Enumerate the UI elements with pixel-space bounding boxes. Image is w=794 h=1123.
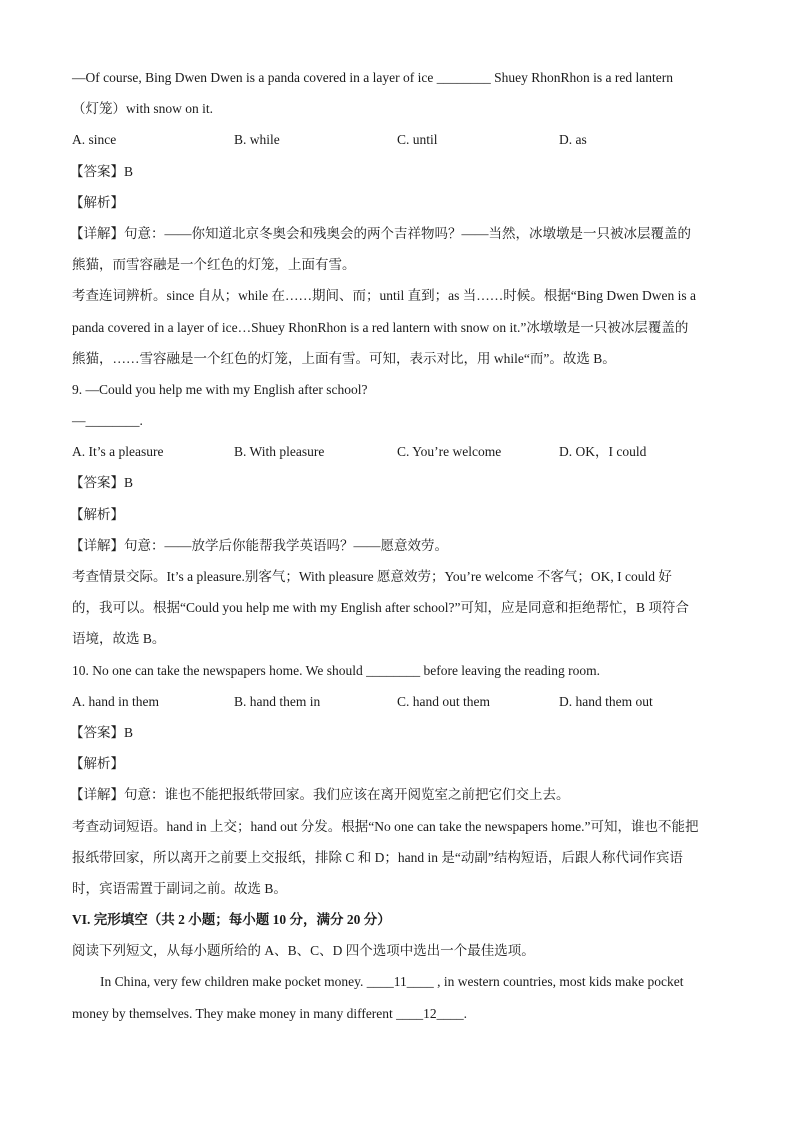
analysis-label: 【解析】 bbox=[70, 506, 124, 522]
detail-line: panda covered in a layer of ice…Shuey RhonRhon is a red lantern with snow on it.”冰墩墩是一只被冰层覆盖的 bbox=[72, 319, 689, 335]
option-c: C. hand out them bbox=[397, 693, 490, 709]
option-b: B. hand them in bbox=[234, 693, 321, 709]
detail-line: 语境，故选 B。 bbox=[72, 631, 166, 647]
detail-line: 熊猫，……雪容融是一个红色的灯笼，上面有雪。可知，表示对比，用 while“而”。故选 B。 bbox=[72, 350, 616, 366]
detail-line: 报纸带回家，所以离开之前要上交报纸，排除 C 和 D；hand in 是“动副”结构短语，后跟人称代词作宾语 bbox=[72, 849, 683, 865]
detail-line: 熊猫，而雪容融是一个红色的灯笼，上面有雪。 bbox=[72, 257, 356, 273]
option-b: B. With pleasure bbox=[234, 444, 325, 460]
question-8-stem-cont: （灯笼）with snow on it. bbox=[72, 101, 214, 117]
option-a: A. It’s a pleasure bbox=[72, 444, 164, 460]
section-heading: VI. 完形填空（共 2 小题；每小题 10 分，满分 20 分） bbox=[72, 912, 391, 928]
detail-line: 【详解】句意：——你知道北京冬奥会和残奥会的两个吉祥物吗？——当然，冰墩墩是一只被冰层覆盖的 bbox=[70, 225, 691, 241]
question-8-options bbox=[72, 124, 722, 155]
answer-label: 【答案】B bbox=[70, 475, 134, 491]
option-d: D. OK，I could bbox=[559, 444, 647, 460]
question-10-stem: 10. No one can take the newspapers home. We should ________ before leaving the reading room. bbox=[72, 662, 601, 678]
detail-line: 【详解】句意：谁也不能把报纸带回家。我们应该在离开阅览室之前把它们交上去。 bbox=[70, 787, 570, 803]
passage-line: money by themselves. They make money in many different ____12____. bbox=[72, 1005, 468, 1021]
option-b: B. while bbox=[234, 132, 280, 148]
analysis-label: 【解析】 bbox=[70, 756, 124, 772]
question-8-stem: —Of course, Bing Dwen Dwen is a panda covered in a layer of ice ________ Shuey RhonRhon is a red lantern bbox=[72, 70, 673, 85]
detail-line: 考查动词短语。hand in 上交；hand out 分发。根据“No one can take the newspapers home.”可知，谁也不能把 bbox=[72, 818, 699, 834]
option-d: D. as bbox=[559, 132, 587, 148]
document-page bbox=[72, 62, 722, 1029]
question-9-stem: 9. —Could you help me with my English after school? bbox=[72, 381, 368, 397]
detail-line: 【详解】句意：——放学后你能帮我学英语吗？——愿意效劳。 bbox=[70, 537, 448, 553]
option-c: C. until bbox=[397, 132, 438, 148]
option-d: D. hand them out bbox=[559, 693, 653, 709]
question-9-blank: —________. bbox=[72, 413, 143, 429]
option-c: C. You’re welcome bbox=[397, 444, 502, 460]
answer-label: 【答案】B bbox=[70, 163, 134, 179]
section-instruction: 阅读下列短文，从每小题所给的 A、B、C、D 四个选项中选出一个最佳选项。 bbox=[72, 943, 535, 959]
analysis-label: 【解析】 bbox=[70, 194, 124, 210]
option-a: A. hand in them bbox=[72, 693, 159, 709]
detail-line: 时，宾语需置于副词之前。故选 B。 bbox=[72, 880, 287, 896]
question-9-options bbox=[72, 436, 722, 467]
option-a: A. since bbox=[72, 132, 117, 148]
answer-label: 【答案】B bbox=[70, 724, 134, 740]
detail-line: 的，我可以。根据“Could you help me with my English after school?”可知，应是同意和拒绝帮忙，B 项符合 bbox=[72, 600, 689, 616]
passage-line: In China, very few children make pocket money. ____11____ , in western countries, most kids make pocket bbox=[100, 974, 684, 990]
detail-line: 考查情景交际。It’s a pleasure.别客气；With pleasure 愿意效劳；You’re welcome 不客气；OK, I could 好 bbox=[72, 569, 672, 584]
question-10-options bbox=[72, 686, 722, 717]
detail-line: 考查连词辨析。since 自从；while 在……期间、而；until 直到；as 当……时候。根据“Bing Dwen Dwen is a bbox=[72, 288, 696, 304]
